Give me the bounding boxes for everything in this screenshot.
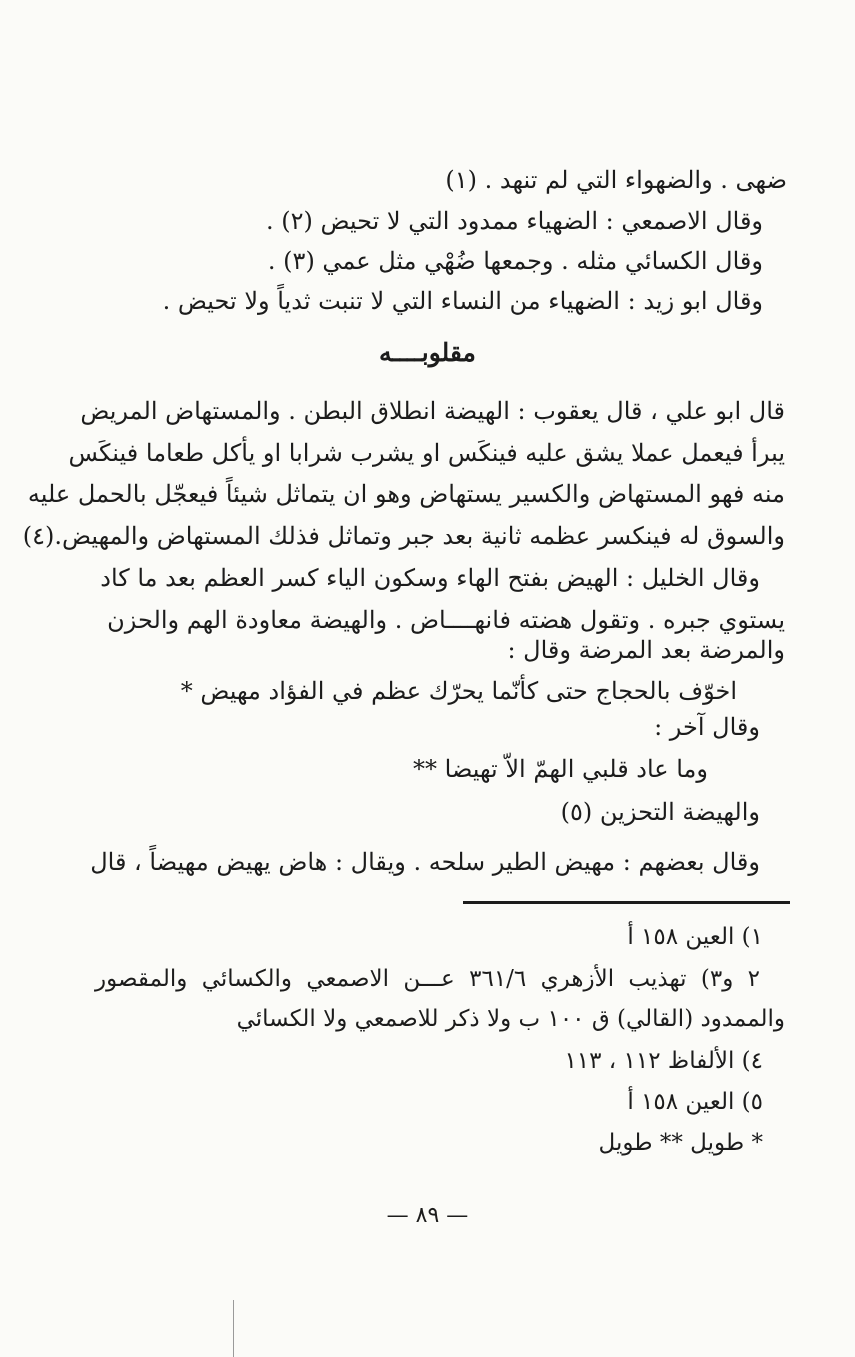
text-line-top-2: وقال الاصمعي : الضهياء ممدود التي لا تحيض (٢) . [265, 207, 763, 235]
footnote-rule [463, 901, 790, 904]
body-line-4: والسوق له فينكسر عظمه ثانية بعد جبر وتماثل فذلك المستهاض والمهيض.(٤) [22, 522, 785, 550]
page-number: — ٨٩ — [386, 1203, 469, 1228]
footnote-5: ٥) العين ١٥٨ أ [627, 1089, 763, 1115]
verse-2: وما عاد قلبي الهمّ الاّ تهيضا ** [413, 755, 708, 783]
body-line-7: والمرضة بعد المرضة وقال : [507, 636, 785, 664]
footnote-1: ١) العين ١٥٨ أ [627, 924, 763, 950]
verse-1-next: وقال آخر : [654, 713, 760, 741]
after-verse-2: والهيضة التحزين (٥) [560, 798, 760, 826]
footnote-meters: * طويل ** طويل [598, 1130, 763, 1156]
page-crease-mark [233, 1300, 234, 1357]
body-line-3: منه فهو المستهاض والكسير يستهاض وهو ان يتماثل شيئاً فيعجّل بالحمل عليه [27, 480, 785, 508]
text-line-top-3: وقال الكسائي مثله . وجمعها ضُهْي مثل عمي (٣) . [267, 247, 763, 275]
body-line-2: يبرأ فيعمل عملا يشق عليه فينكَس او يشرب شرابا او يأكل طعاما فينكَس [68, 439, 785, 467]
last-body-line: وقال بعضهم : مهيض الطير سلحه . ويقال : هاض يهيض مهيضاً ، قال [90, 848, 760, 876]
body-line-5: وقال الخليل : الهيض بفتح الهاء وسكون الياء كسر العظم بعد ما كاد [100, 564, 760, 592]
footnote-2-cont: والممدود (القالي) ق ١٠٠ ب ولا ذكر للاصمعي ولا الكسائي [236, 1006, 785, 1032]
text-line-top-1: ضهى . والضهواء التي لم تنهد . (١) [445, 166, 787, 194]
section-heading: مقلوبــــه [379, 338, 476, 367]
verse-1: اخوّف بالحجاج حتى كأنّما يحرّك عظم في الفؤاد مهيض * [180, 677, 737, 705]
body-line-6: يستوي جبره . وتقول هضته فانهــــاض . والهيضة معاودة الهم والحزن [107, 606, 785, 634]
text-line-top-4: وقال ابو زيد : الضهياء من النساء التي لا تنبت ثدياً ولا تحيض . [162, 287, 763, 315]
body-line-1: قال ابو علي ، قال يعقوب : الهيضة انطلاق البطن . والمستهاض المريض [80, 397, 785, 425]
footnote-2: ٢ و٣) تهذيب الأزهري ٣٦١/٦ عـــن الاصمعي والكسائي والمقصور [95, 966, 761, 992]
footnote-4: ٤) الألفاظ ١١٢ ، ١١٣ [564, 1048, 763, 1074]
